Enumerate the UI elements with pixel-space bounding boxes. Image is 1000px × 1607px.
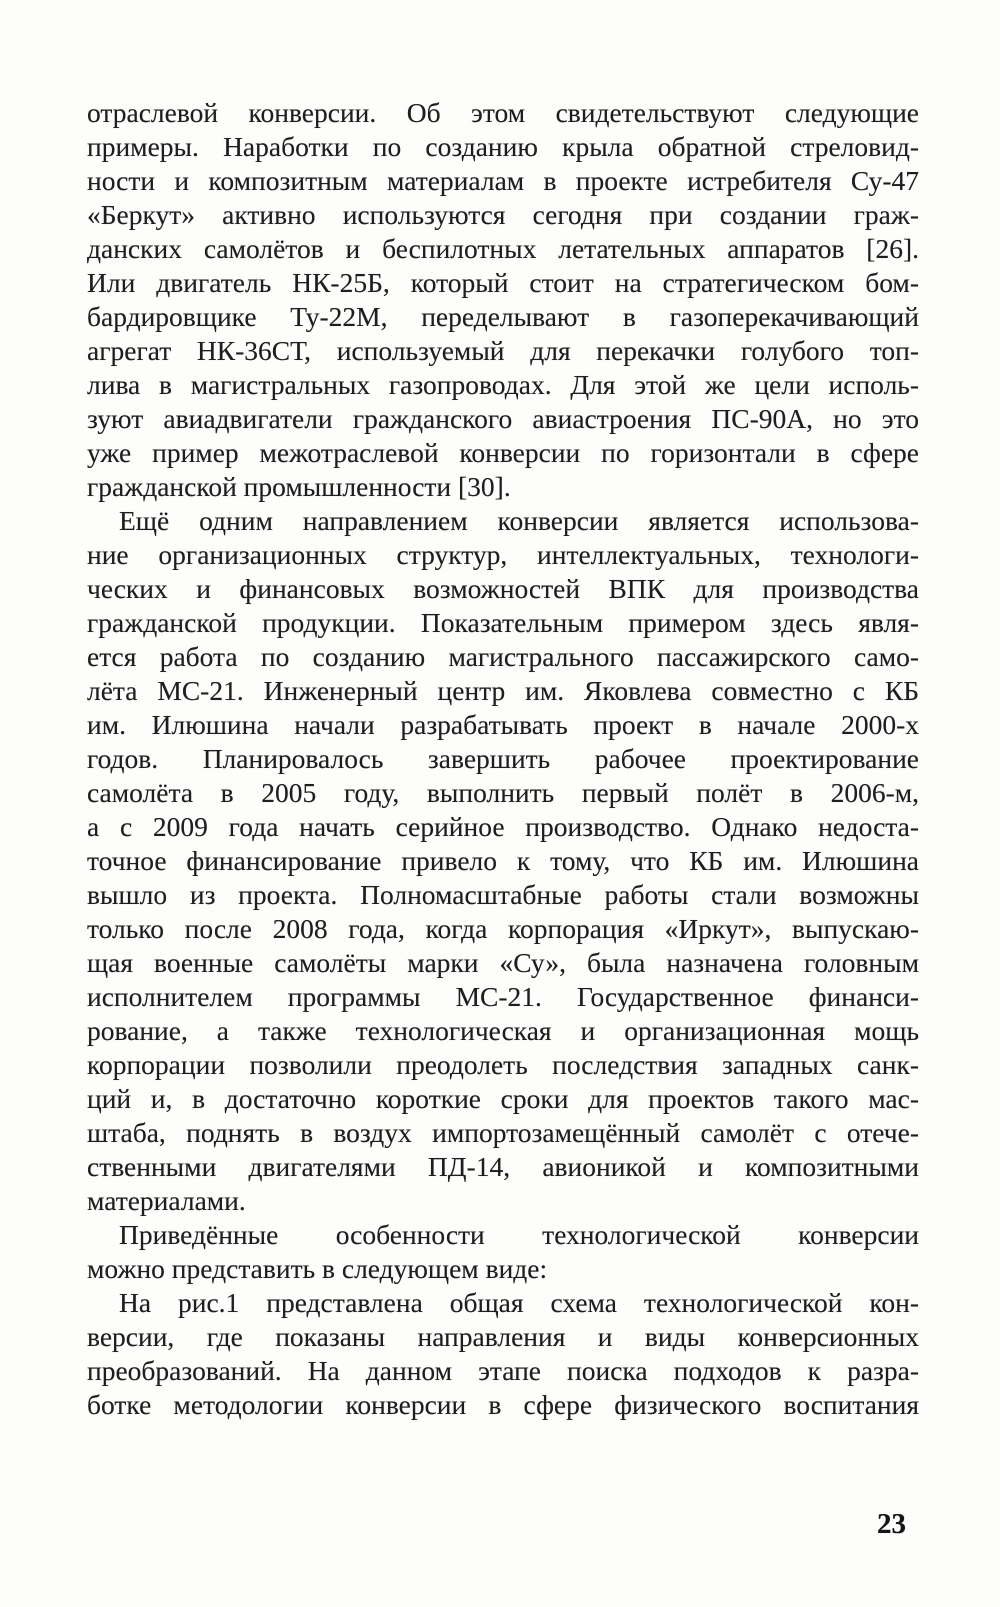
text-line: ботке методологии конверсии в сфере физического воспитания <box>87 1389 919 1420</box>
text-line: им. Илюшина начали разрабатывать проект в начале 2000-х <box>87 709 919 740</box>
text-line: преобразований. На данном этапе поиска подходов к разра- <box>87 1355 919 1386</box>
text-line: можно представить в следующем виде: <box>87 1253 548 1284</box>
text-line: «Беркут» активно используются сегодня при создании граж- <box>87 199 919 230</box>
text-line: бардировщике Ту-22М, переделывают в газоперекачивающий <box>87 301 919 332</box>
text-line: самолёта в 2005 году, выполнить первый полёт в 2006-м, <box>87 777 919 808</box>
text-line: ственными двигателями ПД-14, авионикой и композитными <box>87 1151 919 1182</box>
text-line: ческих и финансовых возможностей ВПК для производства <box>87 573 919 604</box>
text-line: зуют авиадвигатели гражданского авиастроения ПС-90А, но это <box>87 403 919 434</box>
text-line: примеры. Наработки по созданию крыла обратной стреловид- <box>87 131 919 162</box>
text-line: точное финансирование привело к тому, что КБ им. Илюшина <box>87 845 919 876</box>
text-line: а с 2009 года начать серийное производство. Однако недоста- <box>87 811 919 842</box>
text-line: ций и, в достаточно короткие сроки для проектов такого мас- <box>87 1083 919 1114</box>
text-line: гражданской продукции. Показательным примером здесь явля- <box>87 607 919 638</box>
text-line: исполнителем программы МС-21. Государственное финанси- <box>87 981 919 1012</box>
text-line: На рис.1 представлена общая схема технологической кон- <box>119 1287 919 1318</box>
text-line: Приведённые особенности технологической конверсии <box>119 1219 919 1250</box>
text-line: Ещё одним направлением конверсии является использова- <box>119 505 919 536</box>
text-line: годов. Планировалось завершить рабочее проектирование <box>87 743 919 774</box>
text-line: только после 2008 года, когда корпорация «Иркут», выпускаю- <box>87 913 919 944</box>
text-line: ности и композитным материалам в проекте истребителя Су-47 <box>87 165 919 196</box>
text-line: штаба, поднять в воздух импортозамещённый самолёт с отече- <box>87 1117 919 1148</box>
text-line: данских самолётов и беспилотных летательных аппаратов [26]. <box>87 233 919 264</box>
text-line: Или двигатель НК-25Б, который стоит на стратегическом бом- <box>87 267 919 298</box>
text-line: отраслевой конверсии. Об этом свидетельствуют следующие <box>87 97 919 128</box>
text-line: версии, где показаны направления и виды конверсионных <box>87 1321 919 1352</box>
text-line: агрегат НК-36СТ, используемый для перекачки голубого топ- <box>87 335 919 366</box>
text-line: ние организационных структур, интеллектуальных, технологи- <box>87 539 919 570</box>
text-line: рование, а также технологическая и организационная мощь <box>87 1015 919 1046</box>
text-line: лива в магистральных газопроводах. Для этой же цели исполь- <box>87 369 919 400</box>
body-text <box>87 96 919 1422</box>
text-line: щая военные самолёты марки «Су», была назначена головным <box>87 947 919 978</box>
text-line: вышло из проекта. Полномасштабные работы стали возможны <box>87 879 919 910</box>
text-line: лёта МС-21. Инженерный центр им. Яковлева совместно с КБ <box>87 675 919 706</box>
text-line: уже пример межотраслевой конверсии по горизонтали в сфере <box>87 437 919 468</box>
text-line: материалами. <box>87 1185 246 1216</box>
text-line: гражданской промышленности [30]. <box>87 471 511 502</box>
page-number: 23 <box>877 1508 906 1540</box>
text-line: ется работа по созданию магистрального пассажирского само- <box>87 641 919 672</box>
text-line: корпорации позволили преодолеть последствия западных санк- <box>87 1049 919 1080</box>
